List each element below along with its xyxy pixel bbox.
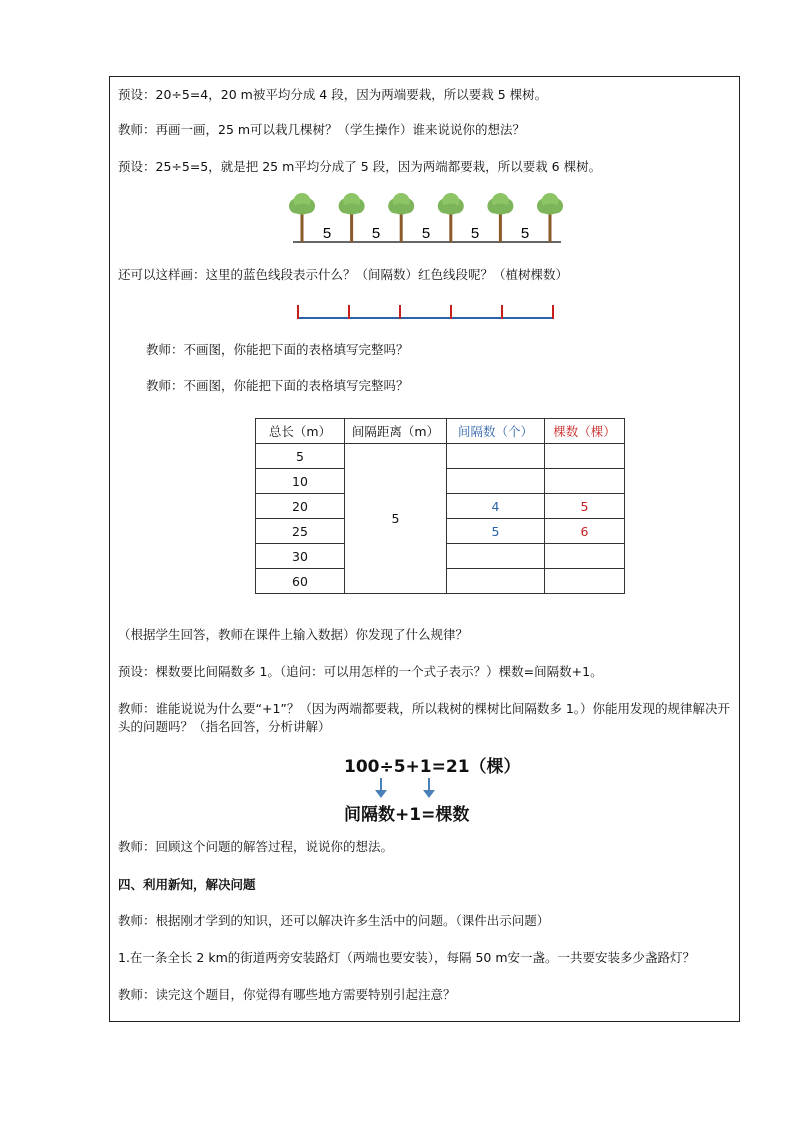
formula-bottom: 间隔数+1=棵数 [344,805,470,825]
table-header-row [256,419,625,444]
cell-tree-count [545,544,625,569]
text-line: 1.在一条全长 2 km的街道两旁安装路灯（两端也要安装），每隔 50 m安一盏。一共要安装多少盏路灯？ [118,950,696,965]
text-line: 教师：不画图，你能把下面的表格填写完整吗？ [146,378,409,393]
tree-icon [487,193,513,242]
cell-interval-count: 4 [447,494,545,519]
text-line: 教师：回顾这个问题的解答过程，说说你的想法。 [118,839,394,854]
table-row [256,444,625,469]
data-table [255,418,625,594]
interval-label: 5 [470,225,480,242]
cell-tree-count [545,469,625,494]
header-total-length: 总长（m） [256,419,345,444]
header-interval-count: 间隔数（个） [447,419,545,444]
text-line: 预设：棵数要比间隔数多 1。（追问：可以用怎样的一个式子表示？）棵数=间隔数+1。 [118,664,603,679]
tree-icon [388,193,414,242]
header-interval-distance: 间隔距离（m） [345,419,447,444]
text-line: 预设：20÷5=4，20 m被平均分成 4 段，因为两端要栽，所以要栽 5 棵树。 [118,87,548,102]
tree-icon [289,193,315,242]
arrow-down-icon [375,778,387,798]
cell-interval-count [447,469,545,494]
cell-length: 30 [256,544,345,569]
tree-icon [537,193,563,242]
tree-icon [438,193,464,242]
cell-tree-count [545,569,625,594]
tree-planting-figure [283,192,573,250]
text-line: 教师：再画一画，25 m可以栽几棵树？（学生操作）谁来说说你的想法？ [118,122,526,137]
text-line: 教师：读完这个题目，你觉得有哪些地方需要特别引起注意？ [118,987,456,1002]
cell-length: 25 [256,519,345,544]
cell-length: 20 [256,494,345,519]
text-line: 还可以这样画：这里的蓝色线段表示什么？（间隔数）红色线段呢？（植树棵数） [118,267,569,282]
interval-label: 5 [322,225,332,242]
cell-interval-count [447,544,545,569]
cell-interval-count [447,444,545,469]
formula-arrows [370,776,450,800]
cell-tree-count: 5 [545,494,625,519]
interval-label: 5 [371,225,381,242]
cell-tree-count: 6 [545,519,625,544]
segment-figure [293,302,558,324]
formula-top: 100÷5+1=21（棵） [344,757,521,777]
text-line: 教师：根据刚才学到的知识，还可以解决许多生活中的问题。（课件出示问题） [118,913,550,928]
cell-interval-distance: 5 [345,444,447,594]
text-line: （根据学生回答，教师在课件上输入数据）你发现了什么规律？ [118,627,469,642]
header-tree-count: 棵数（棵） [545,419,625,444]
text-line: 教师：不画图，你能把下面的表格填写完整吗？ [146,342,409,357]
interval-label: 5 [421,225,431,242]
text-line: 教师：谁能说说为什么要“+1”？（因为两端都要栽，所以栽树的棵树比间隔数多 1。）你能用发现的规律解决开头的问题吗？（指名回答，分析讲解） [118,701,731,734]
cell-interval-count [447,569,545,594]
arrow-down-icon [423,778,435,798]
cell-interval-count: 5 [447,519,545,544]
cell-length: 60 [256,569,345,594]
tree-icon [339,193,365,242]
cell-length: 10 [256,469,345,494]
text-line: 预设：25÷5=5，就是把 25 m平均分成了 5 段，因为两端都要栽，所以要栽 6 棵树。 [118,159,602,174]
cell-tree-count [545,444,625,469]
section-heading: 四、利用新知，解决问题 [118,877,256,892]
interval-label: 5 [520,225,530,242]
cell-length: 5 [256,444,345,469]
